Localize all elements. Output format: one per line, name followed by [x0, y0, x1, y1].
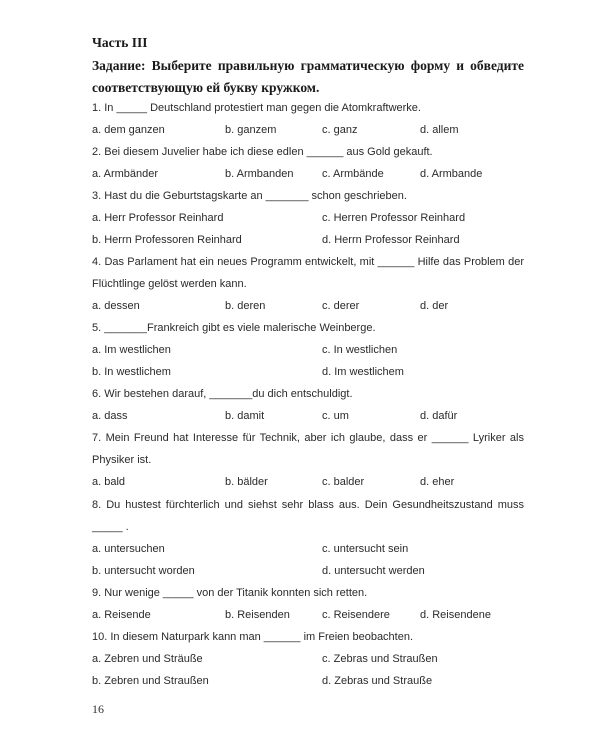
- question-10: 10. In diesem Naturpark kann man ______ im Freien beobachten.: [92, 631, 414, 643]
- options-row: [92, 207, 532, 229]
- option-a[interactable]: a. dass: [92, 410, 128, 422]
- question-3: 3. Hast du die Geburtstagskarte an _______ schon geschrieben.: [92, 190, 407, 202]
- option-c[interactable]: c. Herren Professor Reinhard: [322, 212, 466, 224]
- option-d[interactable]: d. Im westlichem: [322, 366, 404, 378]
- option-d[interactable]: d. Herrn Professor Reinhard: [322, 234, 460, 246]
- option-a[interactable]: a. dem ganzen: [92, 124, 165, 136]
- option-d[interactable]: d. allem: [420, 124, 459, 136]
- option-b[interactable]: b. bälder: [225, 476, 268, 488]
- page-number: 16: [92, 702, 104, 716]
- option-a[interactable]: a. Herr Professor Reinhard: [92, 212, 224, 224]
- option-d[interactable]: d. dafür: [420, 410, 458, 422]
- options-row: [92, 339, 532, 361]
- options-row: [92, 604, 532, 626]
- options-row: [92, 471, 532, 493]
- options-row: [92, 119, 532, 141]
- options-row: [92, 295, 532, 317]
- option-c[interactable]: c. balder: [322, 476, 365, 488]
- option-d[interactable]: d. Armbande: [420, 168, 483, 180]
- option-b[interactable]: b. deren: [225, 300, 266, 312]
- option-c[interactable]: c. In westlichen: [322, 344, 398, 356]
- options-row: [92, 229, 532, 251]
- question-6: 6. Wir bestehen darauf, _______du dich entschuldigt.: [92, 388, 353, 400]
- option-a[interactable]: a. Armbänder: [92, 168, 159, 180]
- option-a[interactable]: a. dessen: [92, 300, 140, 312]
- option-a[interactable]: a. Zebren und Sträuße: [92, 653, 203, 665]
- part-title: Часть III: [92, 35, 148, 50]
- question-1: 1. In _____ Deutschland protestiert man gegen die Atomkraftwerke.: [92, 102, 421, 114]
- options-row: [92, 560, 532, 582]
- options-row: [92, 648, 532, 670]
- options-row: [92, 538, 532, 560]
- option-c[interactable]: c. Reisendere: [322, 609, 390, 621]
- question-8: 8. Du hustest fürchterlich und siehst sehr blass aus. Dein Gesundheitszustand muss _____ .: [92, 499, 524, 533]
- option-b[interactable]: b. Reisenden: [225, 609, 290, 621]
- option-d[interactable]: d. Reisendene: [420, 609, 491, 621]
- option-c[interactable]: c. untersucht sein: [322, 543, 409, 555]
- option-b[interactable]: b. Herrn Professoren Reinhard: [92, 234, 242, 246]
- option-d[interactable]: d. eher: [420, 476, 455, 488]
- task-instruction: Задание: Выберите правильную грамматическую форму и обведите соответствующую ей букву кружком.: [92, 58, 524, 95]
- option-b[interactable]: b. untersucht worden: [92, 565, 195, 577]
- options-row: [92, 405, 532, 427]
- option-b[interactable]: b. In westlichem: [92, 366, 171, 378]
- option-c[interactable]: c. Zebras und Straußen: [322, 653, 438, 665]
- option-a[interactable]: a. Im westlichen: [92, 344, 171, 356]
- question-5: 5. _______Frankreich gibt es viele malerische Weinberge.: [92, 322, 376, 334]
- question-4: 4. Das Parlament hat ein neues Programm entwickelt, mit ______ Hilfe das Problem der Flüchtlinge gelöst werden kann.: [92, 256, 524, 290]
- option-a[interactable]: a. untersuchen: [92, 543, 165, 555]
- option-b[interactable]: b. Armbanden: [225, 168, 294, 180]
- options-row: [92, 670, 532, 692]
- option-b[interactable]: b. Zebren und Straußen: [92, 675, 209, 687]
- option-b[interactable]: b. ganzem: [225, 124, 277, 136]
- question-2: 2. Bei diesem Juvelier habe ich diese edlen ______ aus Gold gekauft.: [92, 146, 433, 158]
- option-d[interactable]: d. untersucht werden: [322, 565, 425, 577]
- option-a[interactable]: a. bald: [92, 476, 126, 488]
- option-c[interactable]: c. Armbände: [322, 168, 384, 180]
- options-row: [92, 163, 532, 185]
- option-c[interactable]: c. ganz: [322, 124, 358, 136]
- option-d[interactable]: d. Zebras und Strauße: [322, 675, 433, 687]
- option-c[interactable]: c. um: [322, 410, 349, 422]
- option-c[interactable]: c. derer: [322, 300, 360, 312]
- option-d[interactable]: d. der: [420, 300, 449, 312]
- question-9: 9. Nur wenige _____ von der Titanik konnten sich retten.: [92, 587, 368, 599]
- question-7: 7. Mein Freund hat Interesse für Technik, aber ich glaube, dass er ______ Lyriker als Physiker ist.: [92, 432, 524, 466]
- option-b[interactable]: b. damit: [225, 410, 265, 422]
- options-row: [92, 361, 532, 383]
- option-a[interactable]: a. Reisende: [92, 609, 151, 621]
